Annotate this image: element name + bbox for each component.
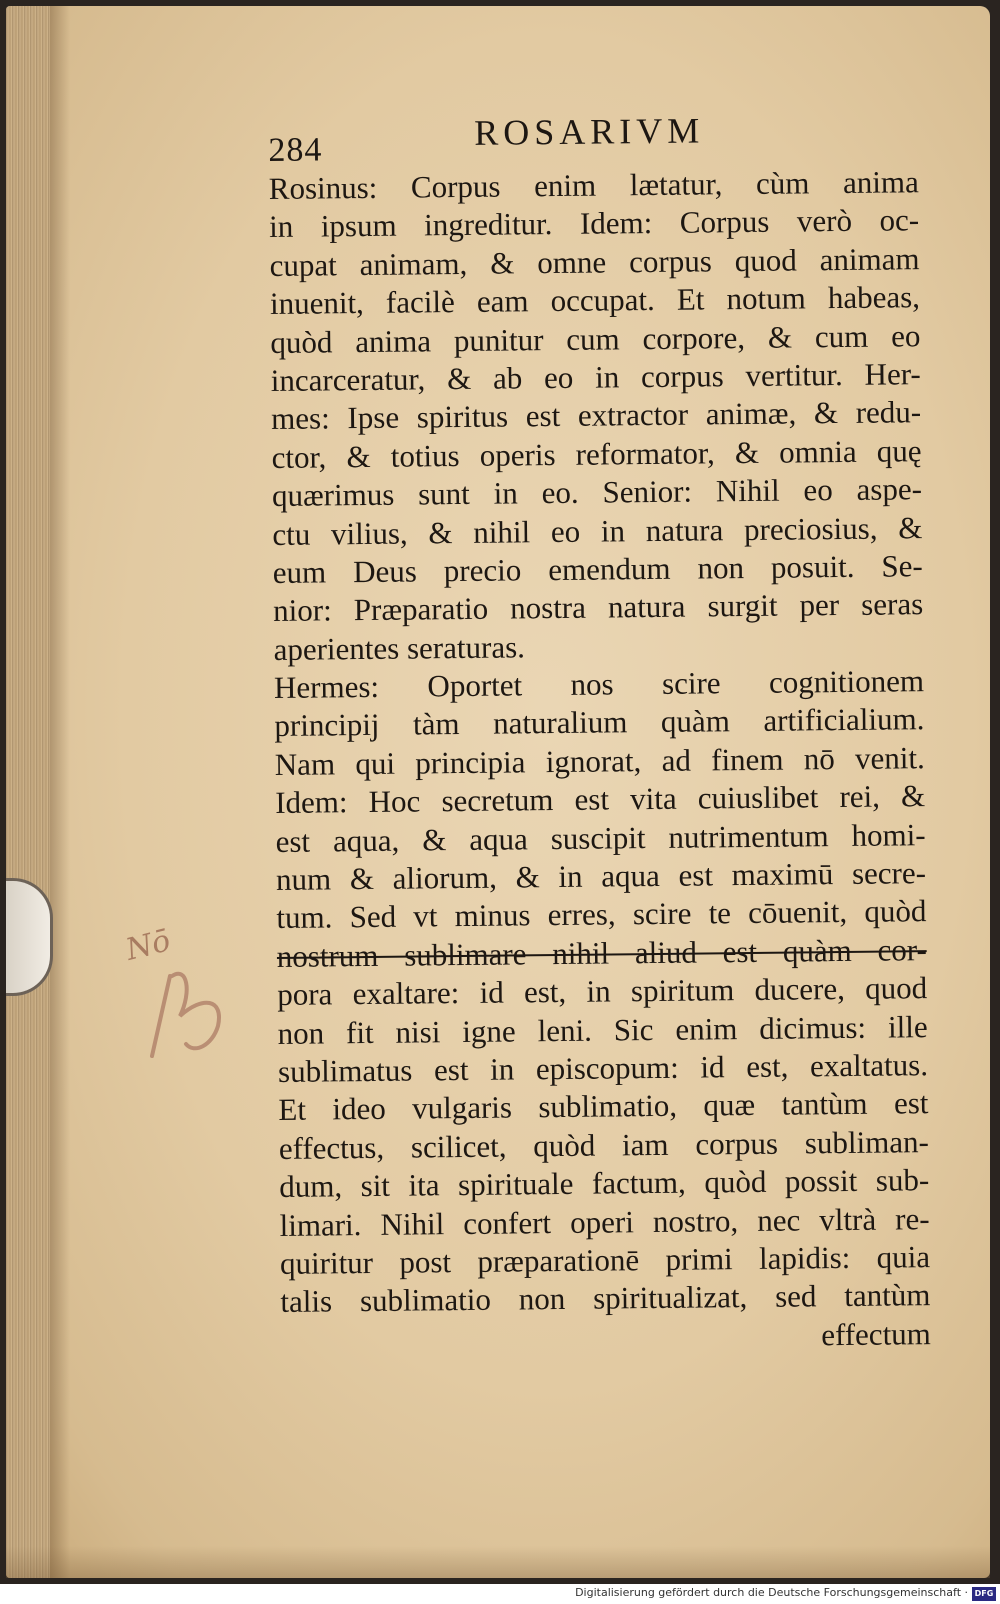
text-line: quòd anima punitur cum corpore, & cum eo bbox=[270, 317, 921, 360]
text-line: eum Deus precio emendum non posuit. Se- bbox=[272, 548, 923, 590]
body-text bbox=[269, 163, 931, 1360]
text-line: principij tàm naturalium quàm artificialium. bbox=[274, 701, 925, 744]
text-line: limari. Nihil confert operi nostro, nec vltrà re- bbox=[279, 1200, 930, 1243]
text-line: nior: Præparatio nostra natura surgit per seras bbox=[273, 586, 924, 629]
page-edges bbox=[6, 6, 50, 1578]
book-clasp bbox=[6, 878, 53, 996]
text-line: Idem: Hoc secretum est vita cuiuslibet rei, & bbox=[275, 778, 926, 821]
text-line: in ipsum ingreditur. Idem: Corpus verò oc- bbox=[268, 202, 920, 245]
text-line: pora exaltare: id est, in spiritum ducere, quod bbox=[277, 970, 928, 1013]
text-line: inuenit, facilè eam occupat. Et notum habeas, bbox=[269, 279, 921, 322]
text-line: Et ideo vulgaris sublimatio, quæ tantùm est bbox=[278, 1085, 929, 1128]
struck-text-line: nostrum sublimare nihil aliud est quàm cor- bbox=[276, 931, 927, 974]
text-line: sublimatus est in episcopum: id est, exaltatus. bbox=[277, 1047, 929, 1089]
text-line: quærimus sunt in eo. Senior: Nihil eo aspe- bbox=[271, 471, 923, 514]
text-line: ctu vilius, & nihil eo in natura preciosius, & bbox=[272, 509, 923, 552]
text-line: Rosinus: Corpus enim lætatur, cùm anima bbox=[268, 164, 919, 206]
page-number: 284 bbox=[268, 131, 323, 169]
book-page bbox=[6, 6, 990, 1578]
text-line: cupat animam, & omne corpus quod animam bbox=[269, 240, 920, 283]
catchword: effectum bbox=[821, 1315, 931, 1352]
gutter-shadow bbox=[50, 6, 70, 1578]
footer-bar bbox=[0, 1584, 1000, 1604]
text-line: ctor, & totius operis reformator, & omnia quę bbox=[271, 432, 922, 475]
text-line: aperientes seraturas. bbox=[273, 629, 526, 667]
text-line: quiritur post præparationē primi lapidis: quia bbox=[279, 1239, 931, 1281]
text-line: effectus, scilicet, quòd iam corpus subliman- bbox=[278, 1123, 929, 1166]
text-line: Nam qui principia ignorat, ad finem nō venit. bbox=[274, 740, 925, 782]
text-block bbox=[268, 107, 931, 1352]
funding-credit: Digitalisierung gefördert durch die Deutsche Forschungsgemeinschaft · bbox=[575, 1586, 968, 1599]
text-line: num & aliorum, & in aqua est maximū secre- bbox=[275, 855, 927, 897]
text-line: talis sublimatio non spiritualizat, sed tantùm bbox=[280, 1277, 931, 1320]
margin-annotation-mark bbox=[132, 936, 232, 1066]
text-line: est aqua, & aqua suscipit nutrimentum homi- bbox=[275, 816, 926, 859]
running-head: ROSARIVM bbox=[473, 110, 705, 153]
margin-annotation: Nō bbox=[122, 923, 174, 968]
text-line: tum. Sed vt minus erres, scire te cōuenit, quòd bbox=[276, 893, 927, 936]
text-line: mes: Ipse spiritus est extractor animæ, & redu- bbox=[271, 394, 922, 437]
text-line: Hermes: Oportet nos scire cognitionem bbox=[273, 663, 925, 706]
text-line: non fit nisi igne leni. Sic enim dicimus: ille bbox=[277, 1008, 928, 1051]
text-line: incarceratur, & ab eo in corpus vertitur. Her- bbox=[270, 356, 921, 398]
page-bottom-shadow bbox=[6, 1546, 990, 1578]
text-line: dum, sit ita spirituale factum, quòd possit sub- bbox=[279, 1162, 930, 1205]
dfg-logo: DFG bbox=[972, 1587, 996, 1601]
